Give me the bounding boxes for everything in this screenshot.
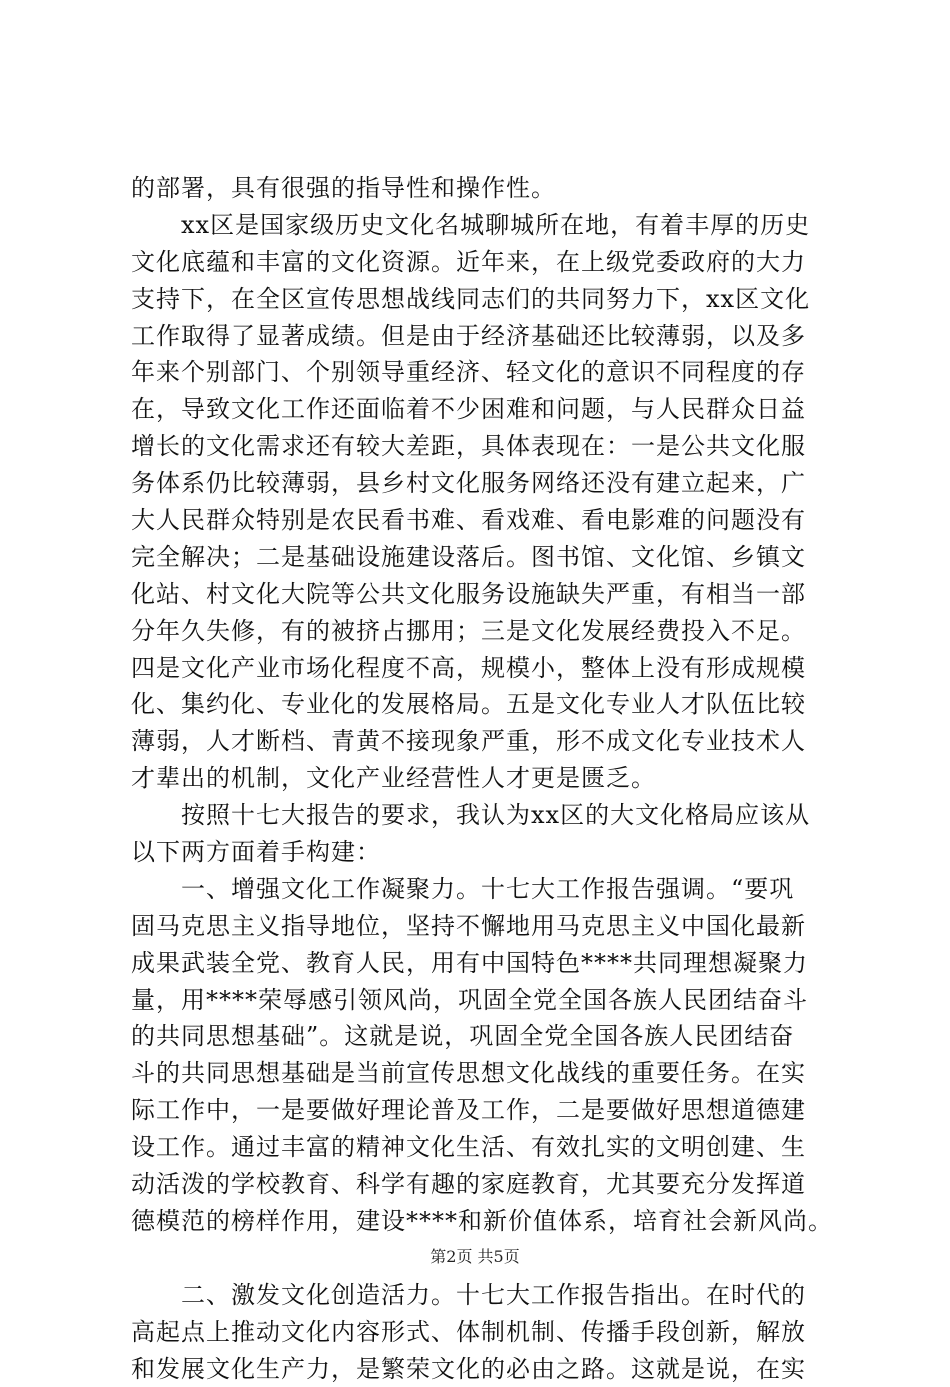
text-line: 的共同思想基础”。这就是说，巩固全党全国各族人民团结奋	[131, 1022, 795, 1051]
text-line: 文化底蕴和丰富的文化资源。近年来，在上级党委政府的大力	[131, 247, 806, 276]
text-line: 务体系仍比较薄弱，县乡村文化服务网络还没有建立起来，广	[131, 469, 806, 498]
text-line: 成果武装全党、教育人民，用有中国特色****共同理想凝聚力	[131, 948, 808, 977]
page-number-footer: 第2页 共5页	[430, 1247, 520, 1266]
text-line: 二、激发文化创造活力。十七大工作报告指出。在时代的	[131, 1280, 806, 1309]
text-line: 分年久失修，有的被挤占挪用；三是文化发展经费投入不足。	[131, 616, 806, 645]
text-line: 际工作中，一是要做好理论普及工作，二是要做好思想道德建	[131, 1096, 806, 1125]
text-line: 斗的共同思想基础是当前宣传思想文化战线的重要任务。在实	[131, 1059, 806, 1088]
text-line: xx区是国家级历史文化名城聊城所在地，有着丰厚的历史	[131, 210, 811, 239]
text-line: 支持下，在全区宣传思想战线同志们的共同努力下，xx区文化	[131, 284, 811, 313]
text-line: 一、增强文化工作凝聚力。十七大工作报告强调。“要巩	[131, 874, 795, 903]
text-line: 动活泼的学校教育、科学有趣的家庭教育，尤其要充分发挥道	[131, 1170, 806, 1199]
text-line: 固马克思主义指导地位，坚持不懈地用马克思主义中国化最新	[131, 911, 806, 940]
text-line: 年来个别部门、个别领导重经济、轻文化的意识不同程度的存	[131, 358, 806, 387]
text-line: 工作取得了显著成绩。但是由于经济基础还比较薄弱，以及多	[131, 321, 806, 350]
text-line: 增长的文化需求还有较大差距，具体表现在：一是公共文化服	[131, 432, 806, 461]
text-line: 的部署，具有很强的指导性和操作性。	[131, 174, 556, 202]
text-line: 量，用****荣辱感引领风尚，巩固全党全国各族人民团结奋斗	[131, 985, 808, 1014]
text-line: 设工作。通过丰富的精神文化生活、有效扎实的文明创建、生	[131, 1133, 806, 1162]
text-line: 按照十七大报告的要求，我认为xx区的大文化格局应该从	[131, 801, 811, 830]
text-line: 在，导致文化工作还面临着不少困难和问题，与人民群众日益	[131, 395, 806, 424]
text-line: 德模范的榜样作用，建设****和新价值体系，培育社会新风尚。	[131, 1206, 833, 1235]
document-body	[131, 170, 851, 1387]
text-line: 四是文化产业市场化程度不高，规模小，整体上没有形成规模	[131, 653, 806, 682]
text-line: 完全解决；二是基础设施建设落后。图书馆、文化馆、乡镇文	[131, 542, 806, 571]
text-line: 化、集约化、专业化的发展格局。五是文化专业人才队伍比较	[131, 690, 806, 719]
text-line: 以下两方面着手构建：	[131, 838, 381, 867]
text-line: 高起点上推动文化内容形式、体制机制、传播手段创新，解放	[131, 1317, 806, 1346]
text-line: 薄弱，人才断档、青黄不接现象严重，形不成文化专业技术人	[131, 727, 806, 756]
text-line: 化站、村文化大院等公共文化服务设施缺失严重，有相当一部	[131, 579, 806, 608]
text-line: 大人民群众特别是农民看书难、看戏难、看电影难的问题没有	[131, 506, 806, 535]
text-line: 和发展文化生产力，是繁荣文化的必由之路。这就是说，在实	[131, 1354, 806, 1383]
text-line: 才辈出的机制，文化产业经营性人才更是匮乏。	[131, 764, 656, 793]
